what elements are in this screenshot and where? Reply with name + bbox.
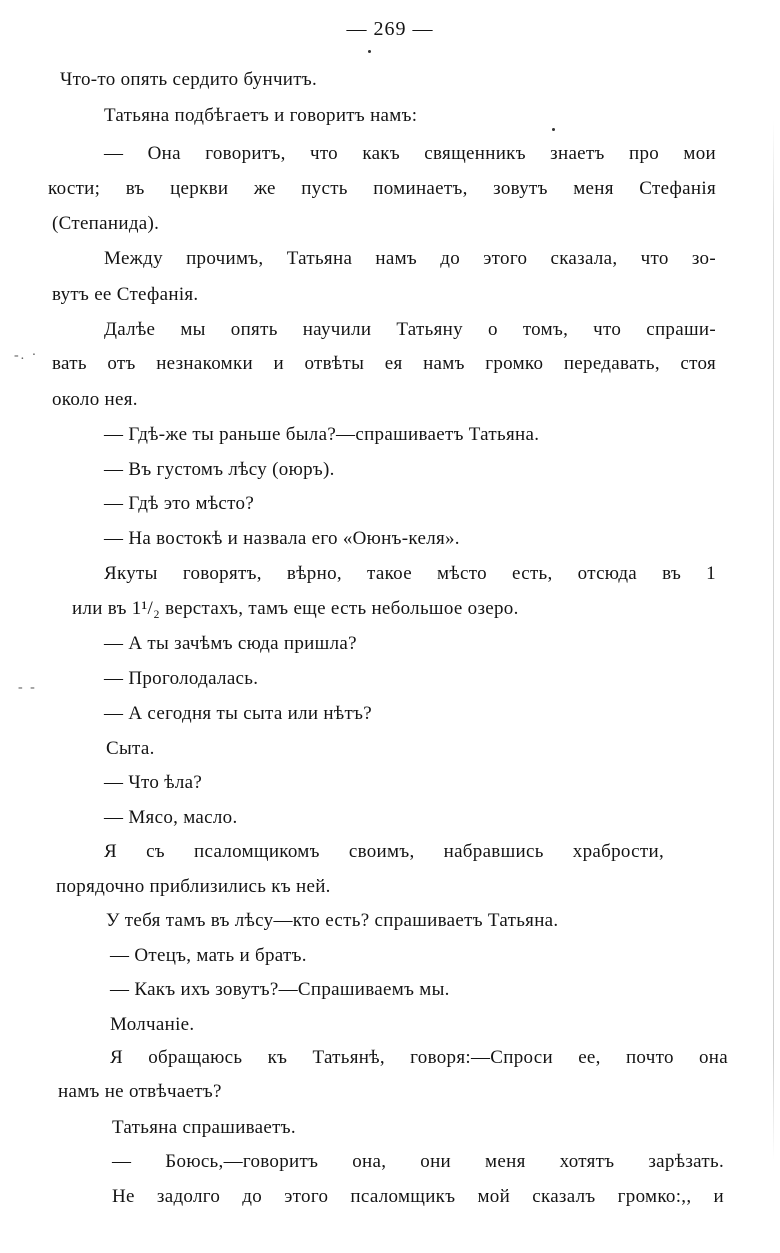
text-line: — А ты зачѣмъ сюда пришла?	[104, 633, 357, 654]
text-line: — Въ густомъ лѣсу (оюръ).	[104, 459, 335, 480]
text-line: — Мясо, масло.	[104, 807, 238, 828]
text-line: — Что ѣла?	[104, 772, 203, 793]
text-line: — А сегодня ты сыта или нѣтъ?	[104, 703, 372, 724]
page-edge	[773, 120, 774, 1160]
text-line: Молчаніе.	[110, 1014, 195, 1035]
text-line: — Отецъ, мать и братъ.	[110, 945, 307, 966]
text-line: — На востокѣ и назвала его «Оюнъ-келя».	[104, 528, 460, 549]
text-line: — Гдѣ это мѣсто?	[104, 493, 255, 514]
text-line: кости; въ церкви же пусть поминаетъ, зовутъ меня Стефанія	[48, 178, 716, 199]
text-line: Что-то опять сердито бунчитъ.	[60, 69, 318, 90]
text-line: Я съ псаломщикомъ своимъ, набравшись храбрости,	[104, 841, 664, 862]
text-line: У тебя тамъ въ лѣсу—кто есть? спрашиваетъ Татьяна.	[106, 910, 559, 931]
text-line: намъ не отвѣчаетъ?	[58, 1081, 222, 1102]
text-line: — Боюсь,—говоритъ она, они меня хотятъ зарѣзать.	[112, 1151, 724, 1172]
margin-mark: -. ·	[14, 348, 39, 363]
text-line: — Какъ ихъ зовутъ?—Спрашиваемъ мы.	[110, 979, 450, 1000]
ink-speck	[552, 128, 555, 131]
text-line: Не задолго до этого псаломщикъ мой сказалъ громко:,, и	[112, 1186, 724, 1207]
text-line: около нея.	[52, 389, 138, 410]
text-line: или въ 1¹/₂ верстахъ, тамъ еще есть небольшое озеро.	[72, 598, 519, 619]
text-line: (Степанида).	[52, 213, 160, 234]
text-line: Якуты говорятъ, вѣрно, такое мѣсто есть, отсюда въ 1	[104, 563, 716, 584]
text-line: Далѣе мы опять научили Татьяну о томъ, что спраши-	[104, 319, 716, 340]
text-line: Между прочимъ, Татьяна намъ до этого сказала, что зо-	[104, 248, 716, 269]
ink-speck	[368, 50, 371, 53]
text-line: Татьяна спрашиваетъ.	[112, 1117, 296, 1138]
text-line: Сыта.	[106, 738, 155, 759]
text-line: вутъ ее Стефанія.	[52, 284, 199, 305]
text-line: — Гдѣ-же ты раньше была?—спрашиваетъ Татьяна.	[104, 424, 540, 445]
text-line: — Проголодалась.	[104, 668, 259, 689]
page-number: — 269 —	[346, 18, 434, 40]
text-line: — Она говоритъ, что какъ священникъ знаетъ про мои	[104, 143, 716, 164]
text-line: порядочно приблизились къ ней.	[56, 876, 331, 897]
text-line: Татьяна подбѣгаетъ и говоритъ намъ:	[104, 105, 418, 126]
text-line: Я обращаюсь къ Татьянѣ, говоря:—Спроси ее, почто она	[110, 1047, 728, 1068]
margin-mark: - -	[18, 680, 37, 695]
text-line: вать отъ незнакомки и отвѣты ея намъ громко передавать, стоя	[52, 353, 716, 374]
